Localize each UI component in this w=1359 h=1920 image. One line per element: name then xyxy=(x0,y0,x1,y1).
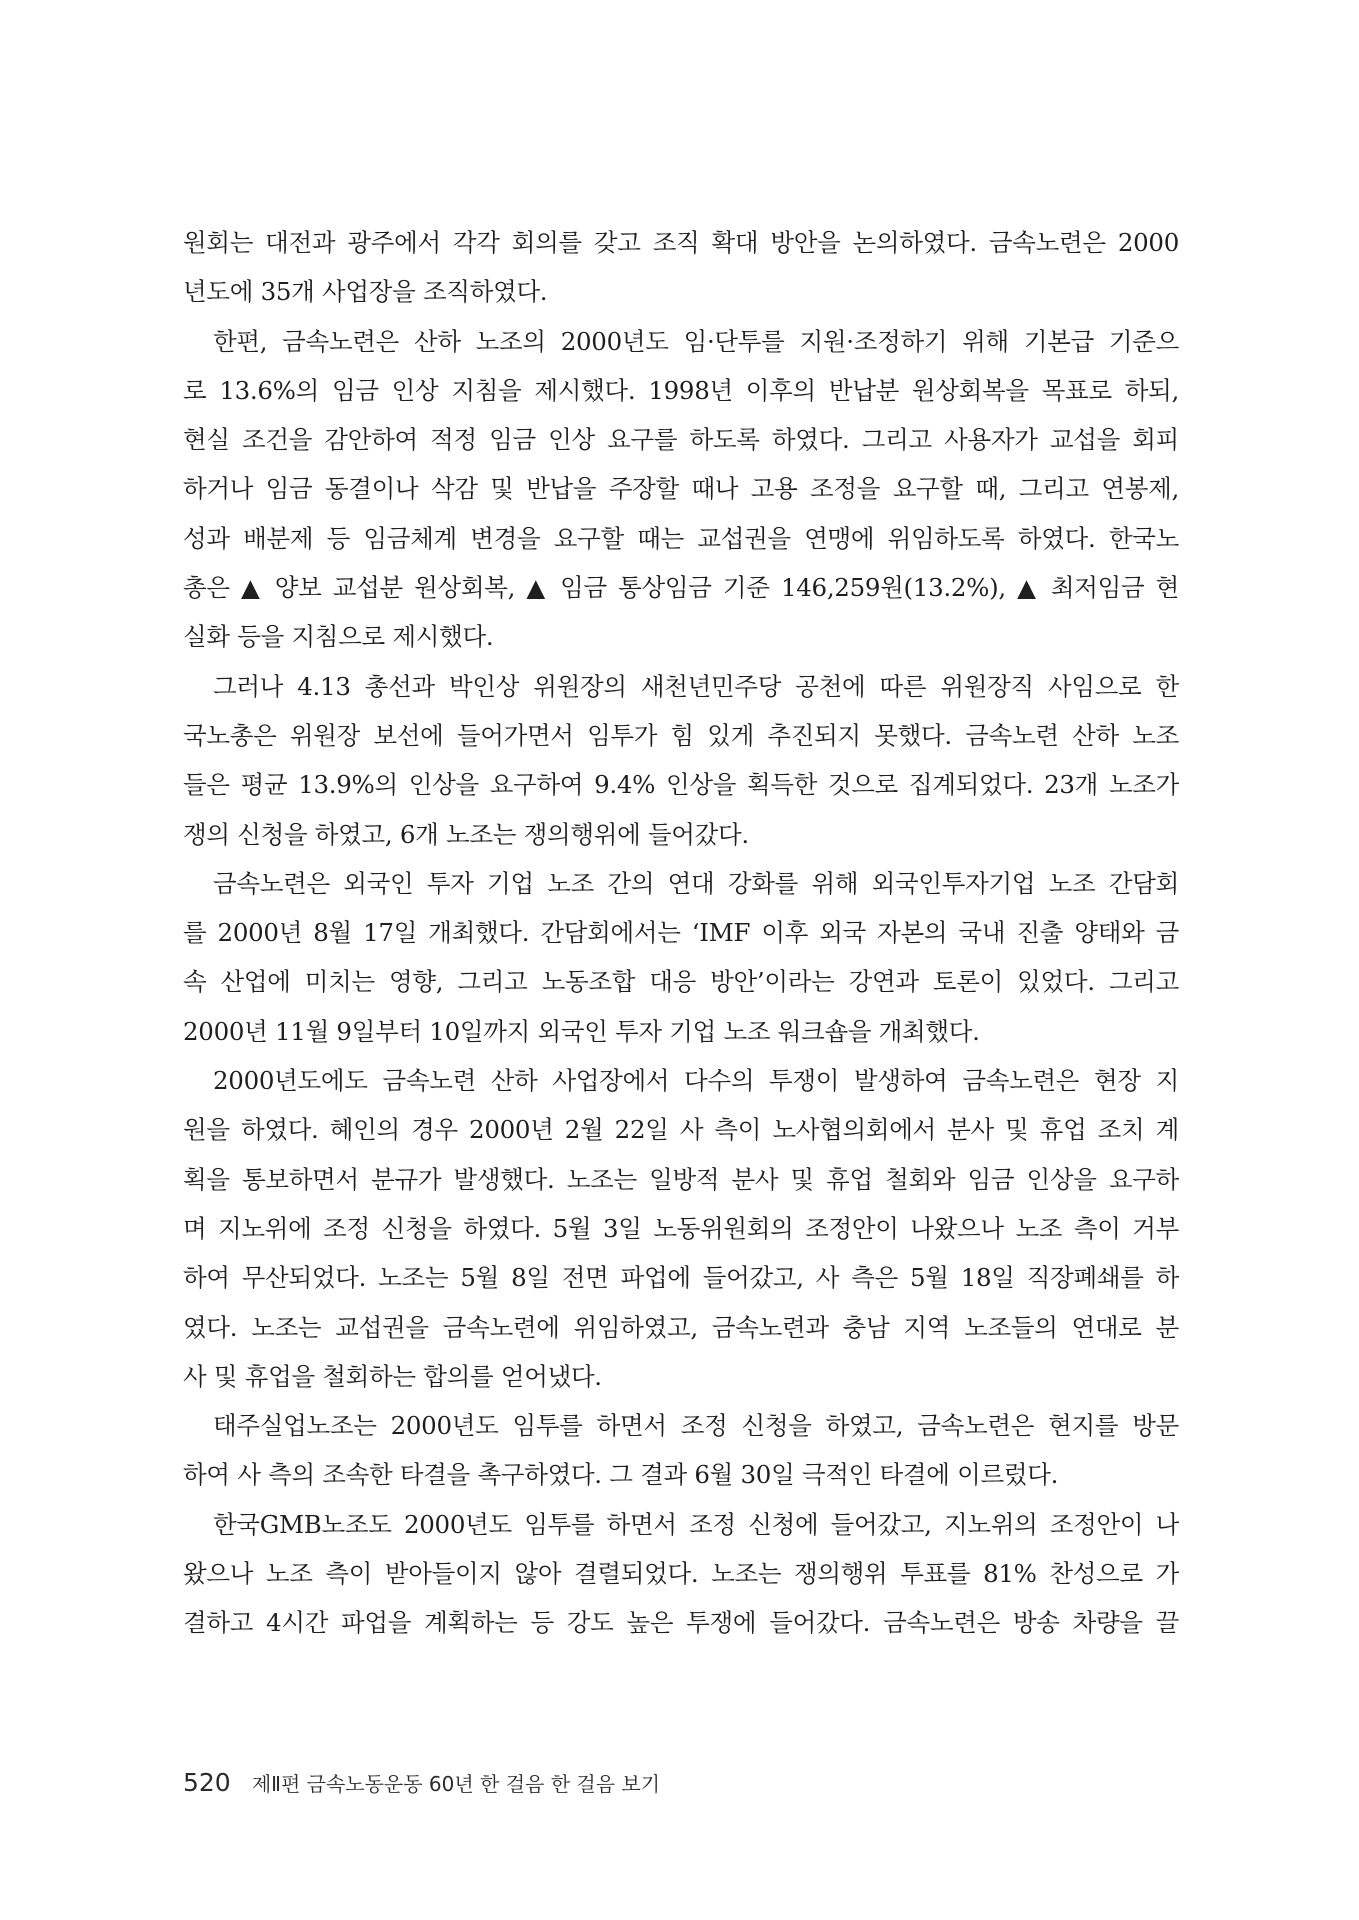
body-line: 총은 ▲ 양보 교섭분 원상회복, ▲ 임금 통상임금 기준 146,259원(13.2%), ▲ 최저임금 현 xyxy=(183,573,1179,603)
page-footer xyxy=(183,1766,660,1800)
body-line: 하거나 임금 동결이나 삭감 및 반납을 주장할 때나 고용 조정을 요구할 때, 그리고 연봉제, xyxy=(183,474,1179,504)
body-line: 한국GMB노조도 2000년도 임투를 하면서 조정 신청에 들어갔고, 지노위의 조정안이 나 xyxy=(213,1509,1179,1539)
page-number: 520 xyxy=(183,1768,231,1797)
body-line: 국노총은 위원장 보선에 들어가면서 임투가 힘 있게 추진되지 못했다. 금속노련 산하 노조 xyxy=(183,720,1179,750)
body-line: 속 산업에 미치는 영향, 그리고 노동조합 대응 방안’이라는 강연과 토론이 있었다. 그리고 xyxy=(183,967,1179,997)
body-line: 사 및 휴업을 철회하는 합의를 얻어냈다. xyxy=(183,1361,602,1391)
body-line: 쟁의 신청을 하였고, 6개 노조는 쟁의행위에 들어갔다. xyxy=(183,819,749,849)
body-line: 원을 하였다. 혜인의 경우 2000년 2월 22일 사 측이 노사협의회에서 분사 및 휴업 조치 계 xyxy=(183,1115,1179,1145)
body-line: 며 지노위에 조정 신청을 하였다. 5월 3일 노동위원회의 조정안이 나왔으나 노조 측이 거부 xyxy=(183,1213,1179,1243)
body-line: 하여 무산되었다. 노조는 5월 8일 전면 파업에 들어갔고, 사 측은 5월 18일 직장폐쇄를 하 xyxy=(183,1263,1179,1293)
body-line: 왔으나 노조 측이 받아들이지 않아 결렬되었다. 노조는 쟁의행위 투표를 81% 찬성으로 가 xyxy=(183,1559,1179,1589)
body-text xyxy=(183,218,1179,1648)
body-line: 로 13.6%의 임금 인상 지침을 제시했다. 1998년 이후의 반납분 원상회복을 목표로 하되, xyxy=(183,375,1179,405)
body-line: 들은 평균 13.9%의 인상을 요구하여 9.4% 인상을 획득한 것으로 집계되었다. 23개 노조가 xyxy=(183,770,1179,800)
body-line: 현실 조건을 감안하여 적정 임금 인상 요구를 하도록 하였다. 그리고 사용자가 교섭을 회피 xyxy=(183,425,1179,455)
body-line: 하여 사 측의 조속한 타결을 촉구하였다. 그 결과 6월 30일 극적인 타결에 이르렀다. xyxy=(183,1460,1059,1490)
body-line: 실화 등을 지침으로 제시했다. xyxy=(183,622,494,652)
body-line: 한편, 금속노련은 산하 노조의 2000년도 임·단투를 지원·조정하기 위해 기본급 기준으 xyxy=(213,326,1179,356)
body-line: 년도에 35개 사업장을 조직하였다. xyxy=(183,277,548,307)
body-line: 획을 통보하면서 분규가 발생했다. 노조는 일방적 분사 및 휴업 철회와 임금 인상을 요구하 xyxy=(183,1164,1179,1194)
body-line: 2000년도에도 금속노련 산하 사업장에서 다수의 투쟁이 발생하여 금속노련은 현장 지 xyxy=(213,1066,1179,1096)
body-line: 성과 배분제 등 임금체계 변경을 요구할 때는 교섭권을 연맹에 위임하도록 하였다. 한국노 xyxy=(183,523,1179,553)
running-title: 제Ⅱ편 금속노동운동 60년 한 걸음 한 걸음 보기 xyxy=(251,1772,661,1796)
body-line: 그러나 4.13 총선과 박인상 위원장의 새천년민주당 공천에 따른 위원장직 사임으로 한 xyxy=(213,671,1179,701)
body-line: 태주실업노조는 2000년도 임투를 하면서 조정 신청을 하였고, 금속노련은 현지를 방문 xyxy=(213,1411,1179,1441)
body-line: 결하고 4시간 파업을 계획하는 등 강도 높은 투쟁에 들어갔다. 금속노련은 방송 차량을 끌 xyxy=(183,1608,1179,1638)
body-line: 2000년 11월 9일부터 10일까지 외국인 투자 기업 노조 워크숍을 개최했다. xyxy=(183,1016,980,1046)
body-line: 금속노련은 외국인 투자 기업 노조 간의 연대 강화를 위해 외국인투자기업 노조 간담회 xyxy=(213,868,1179,898)
body-line: 원회는 대전과 광주에서 각각 회의를 갖고 조직 확대 방안을 논의하였다. 금속노련은 2000 xyxy=(183,228,1179,257)
body-line: 를 2000년 8월 17일 개최했다. 간담회에서는 ‘IMF 이후 외국 자본의 국내 진출 양태와 금 xyxy=(183,918,1179,948)
body-line: 였다. 노조는 교섭권을 금속노련에 위임하였고, 금속노련과 충남 지역 노조들의 연대로 분 xyxy=(183,1312,1179,1342)
